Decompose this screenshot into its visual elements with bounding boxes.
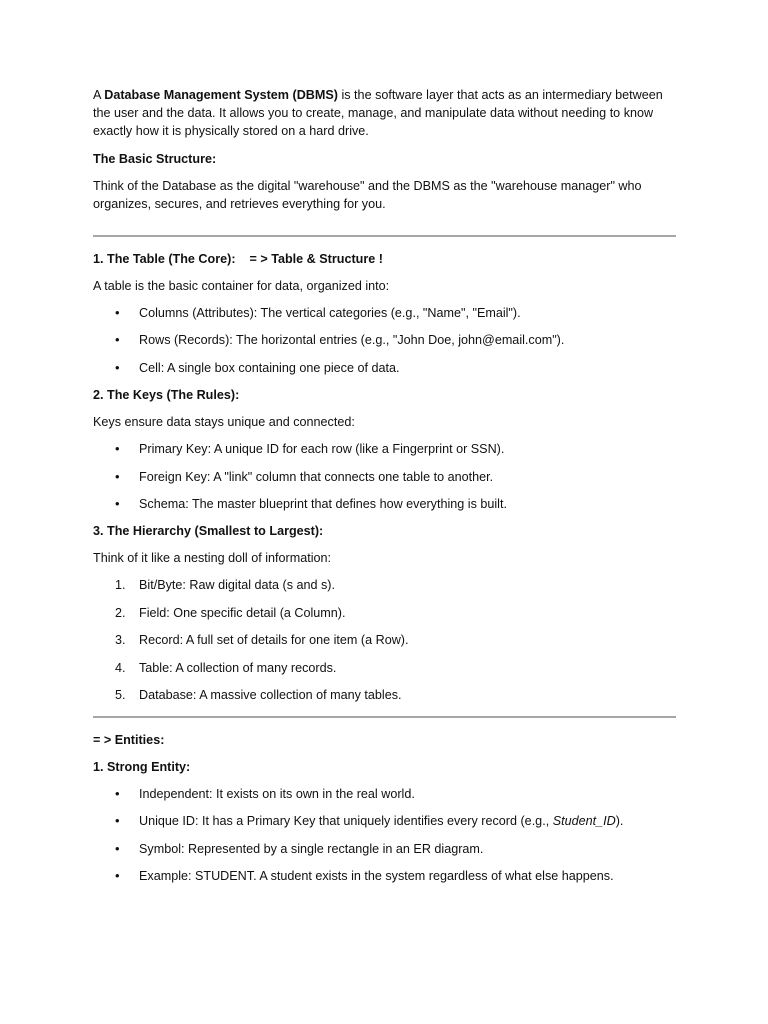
dbms-term: Database Management System (DBMS) [104, 88, 338, 102]
list-item: • Schema: The master blueprint that defines how everything is built. [93, 495, 676, 513]
list-number: 5. [115, 687, 126, 702]
keys-section-intro: Keys ensure data stays unique and connected: [93, 415, 355, 430]
intro-prefix: A [93, 88, 105, 102]
horizontal-rule [93, 235, 676, 237]
list-text: Record: A full set of details for one item (a Row). [139, 633, 409, 648]
list-item: • Example: STUDENT. A student exists in the system regardless of what else happens. [93, 867, 676, 885]
list-item: • Symbol: Represented by a single rectangle in an ER diagram. [93, 840, 676, 858]
list-number: 3. [115, 633, 126, 648]
list-text: ). [615, 814, 624, 829]
list-number: 2. [115, 605, 126, 620]
hierarchy-section-intro: Think of it like a nesting doll of information: [93, 551, 332, 566]
horizontal-rule [93, 716, 676, 718]
basic-structure-text: Think of the Database as the digital "warehouse" and the DBMS as the "warehouse manager" who organizes, secures, and retrieves everything for you. [93, 179, 642, 211]
list-item [93, 576, 676, 594]
intro-paragraph [93, 86, 676, 140]
list-item: • Independent: It exists on its own in the real world. [93, 785, 676, 803]
list-text: Field: One specific detail (a Column). [139, 605, 346, 620]
list-item [93, 812, 676, 830]
list-number: 4. [115, 660, 126, 675]
keys-list [93, 440, 676, 513]
list-item [93, 604, 676, 622]
list-item: • Foreign Key: A "link" column that connects one table to another. [93, 468, 676, 486]
table-list [93, 304, 676, 377]
strong-entity-list [93, 785, 676, 885]
list-item [93, 631, 676, 649]
list-text: Unique ID: It has a Primary Key that uniquely identifies every record (e.g., [139, 814, 553, 829]
table-heading-aside: = > Table & Structure ! [249, 252, 383, 266]
hierarchy-section-heading: 3. The Hierarchy (Smallest to Largest): [93, 524, 324, 539]
keys-section-heading: 2. The Keys (The Rules): [93, 388, 240, 403]
list-item: • Columns (Attributes): The vertical categories (e.g., "Name", "Email"). [93, 304, 676, 322]
list-item [93, 686, 676, 704]
list-text: Table: A collection of many records. [139, 660, 337, 675]
list-number: 1. [115, 578, 126, 593]
list-item: • Primary Key: A unique ID for each row (like a Fingerprint or SSN). [93, 440, 676, 458]
entities-heading: = > Entities: [93, 732, 165, 747]
table-heading-text: 1. The Table (The Core): [93, 252, 236, 266]
list-item [93, 659, 676, 677]
list-text: Database: A massive collection of many tables. [139, 687, 402, 702]
list-item: • Rows (Records): The horizontal entries (e.g., "John Doe, john@email.com"). [93, 331, 676, 349]
list-item: • Cell: A single box containing one piece of data. [93, 359, 676, 377]
student-id-example: Student_ID [552, 814, 616, 829]
strong-entity-heading: 1. Strong Entity: [93, 759, 191, 774]
intro-text: is the software layer that acts as an intermediary between the user and the data. It allows you to create, manage, and manipulate data without needing to know exactly how it is physically stored on a hard drive. [93, 88, 663, 138]
list-text: Bit/Byte: Raw digital data (s and s). [139, 578, 335, 593]
table-section-heading [93, 250, 676, 268]
basic-structure-heading: The Basic Structure: [93, 152, 217, 166]
hierarchy-list [93, 576, 676, 704]
table-section-intro: A table is the basic container for data, organized into: [93, 279, 390, 293]
